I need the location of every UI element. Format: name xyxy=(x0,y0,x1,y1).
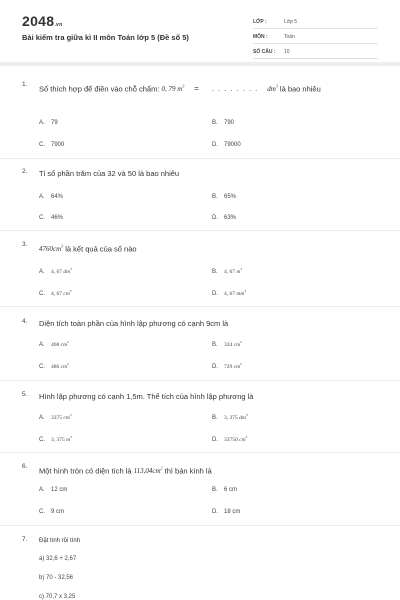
separator xyxy=(0,380,400,381)
q6-option-c[interactable]: C. 9 cm xyxy=(39,509,65,515)
q6-option-b[interactable]: B. 6 cm xyxy=(212,487,238,493)
q3-option-a[interactable]: A. 4, 67 $dm^3$ xyxy=(39,267,72,275)
q2-option-c[interactable]: C. 46% xyxy=(39,215,64,221)
q4-option-b[interactable]: B. 324 $cm^2$ xyxy=(212,340,242,348)
question-7-text: Đặt tính rồi tính xyxy=(39,538,81,544)
question-1-text: Số thích hợp để điền vào chỗ chấm: 0, 79 $m^3$ = . . . . . . . . $dm^3$ là bao nhiêu xyxy=(39,84,321,94)
meta-class: LỚP : Lớp 5 xyxy=(253,16,378,29)
q7-part-a: a) 32,6 + 2,67 xyxy=(39,556,77,562)
separator xyxy=(0,525,400,526)
question-2-text: Tỉ số phần trăm của 32 và 50 là bao nhiêu xyxy=(39,169,180,178)
q6-option-d[interactable]: D. 18 cm xyxy=(212,509,241,515)
q5-option-d[interactable]: D. 33750 $cm^3$ xyxy=(212,435,248,443)
q5-option-c[interactable]: C. 3, 375 $m^3$ xyxy=(39,435,72,443)
q1-option-a[interactable]: A. 79 xyxy=(39,120,58,126)
header-divider xyxy=(0,62,400,66)
q1-option-d[interactable]: D. 79000 xyxy=(212,142,241,148)
separator xyxy=(0,230,400,231)
test-title: Bài kiểm tra giữa kì II môn Toán lớp 5 (Đề số 5) xyxy=(22,33,189,42)
question-3-text: $4760cm^3$ là kết quả của số nào xyxy=(39,244,137,254)
separator xyxy=(0,452,400,453)
meta-question-count: SỐ CÂU : 10 xyxy=(253,46,378,59)
question-5-text: Hình lập phương có cạnh 1,5m. Thể tích của hình lập phương là xyxy=(39,392,254,401)
page-header xyxy=(0,0,400,62)
q4-option-d[interactable]: D. 729 $cm^2$ xyxy=(212,362,242,370)
q2-option-d[interactable]: D. 63% xyxy=(212,215,237,221)
q1-option-b[interactable]: B. 790 xyxy=(212,120,235,126)
q5-option-a[interactable]: A. 3375 $cm^3$ xyxy=(39,413,72,421)
q3-option-d[interactable]: D. 4, 67 $mm^3$ xyxy=(212,289,247,297)
q5-option-b[interactable]: B. 3, 375 $dm^3$ xyxy=(212,413,248,421)
site-logo[interactable]: 2048.vn xyxy=(22,13,63,29)
question-4-text: Diện tích toàn phần của hình lập phương có cạnh 9cm là xyxy=(39,319,229,328)
q2-option-b[interactable]: B. 65% xyxy=(212,194,237,200)
separator xyxy=(0,306,400,307)
q4-option-a[interactable]: A. 468 $cm^2$ xyxy=(39,340,69,348)
q1-option-c[interactable]: C. 7900 xyxy=(39,142,65,148)
q3-option-b[interactable]: B. 4, 67 $m^3$ xyxy=(212,267,243,275)
question-6-text: Một hình tròn có diện tích là $113,04cm^2$ thì bán kính là xyxy=(39,466,212,476)
q7-part-b: b) 70 - 32,56 xyxy=(39,575,74,581)
q2-option-a[interactable]: A. 64% xyxy=(39,194,64,200)
q4-option-c[interactable]: C. 486 $cm^2$ xyxy=(39,362,69,370)
separator xyxy=(0,158,400,159)
meta-subject: MÔN : Toán xyxy=(253,31,378,44)
q3-option-c[interactable]: C. 4, 67 $cm^3$ xyxy=(39,289,72,297)
q6-option-a[interactable]: A. 12 cm xyxy=(39,487,68,493)
q7-part-c: c) 70,7 x 3,25 xyxy=(39,594,76,600)
